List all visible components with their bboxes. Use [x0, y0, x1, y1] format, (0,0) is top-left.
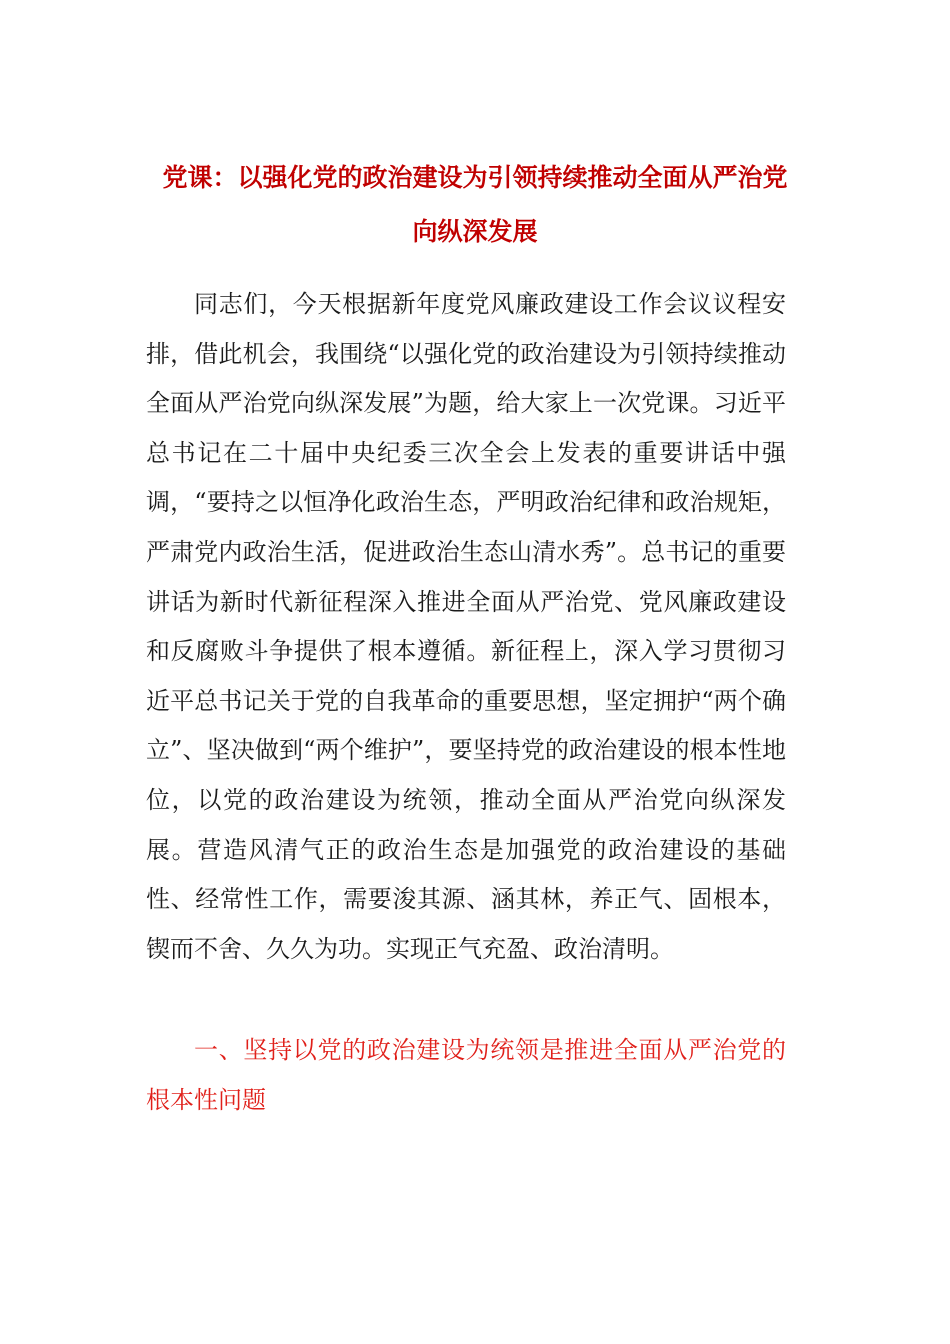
section-heading-1: 一、坚持以党的政治建设为统领是推进全面从严治党的根本性问题: [146, 1036, 786, 1114]
document-title-line-2: 向纵深发展: [412, 217, 538, 246]
document-title-line-1: 党课：以强化党的政治建设为引领持续推动全面从严治党: [162, 163, 788, 192]
body-paragraph: 同志们，今天根据新年度党风廉政建设工作会议议程安排，借此机会，我围绕“以强化党的政治建设为引领持续推动全面从严治党向纵深发展”为题，给大家上一次党课。习近平总书记在二十届中央纪委三次全会上发表的重要讲话中强调，“要持之以恒净化政治生态，严明政治纪律和政治规矩，严肃党内政治生活，促进政治生态山清水秀”。总书记的重要讲话为新时代新征程深入推进全面从严治党、党风廉政建设和反腐败斗争提供了根本遵循。新征程上，深入学习贯彻习近平总书记关于党的自我革命的重要思想，坚定拥护“两个确立”、坚决做到“两个维护”，要坚持党的政治建设的根本性地位，以党的政治建设为统领，推动全面从严治党向纵深发展。营造风清气正的政治生态是加强党的政治建设的基础性、经常性工作，需要浚其源、涵其林，养正气、固根本，锲而不舍、久久为功。实现正气充盈、政治清明。: [146, 290, 786, 963]
